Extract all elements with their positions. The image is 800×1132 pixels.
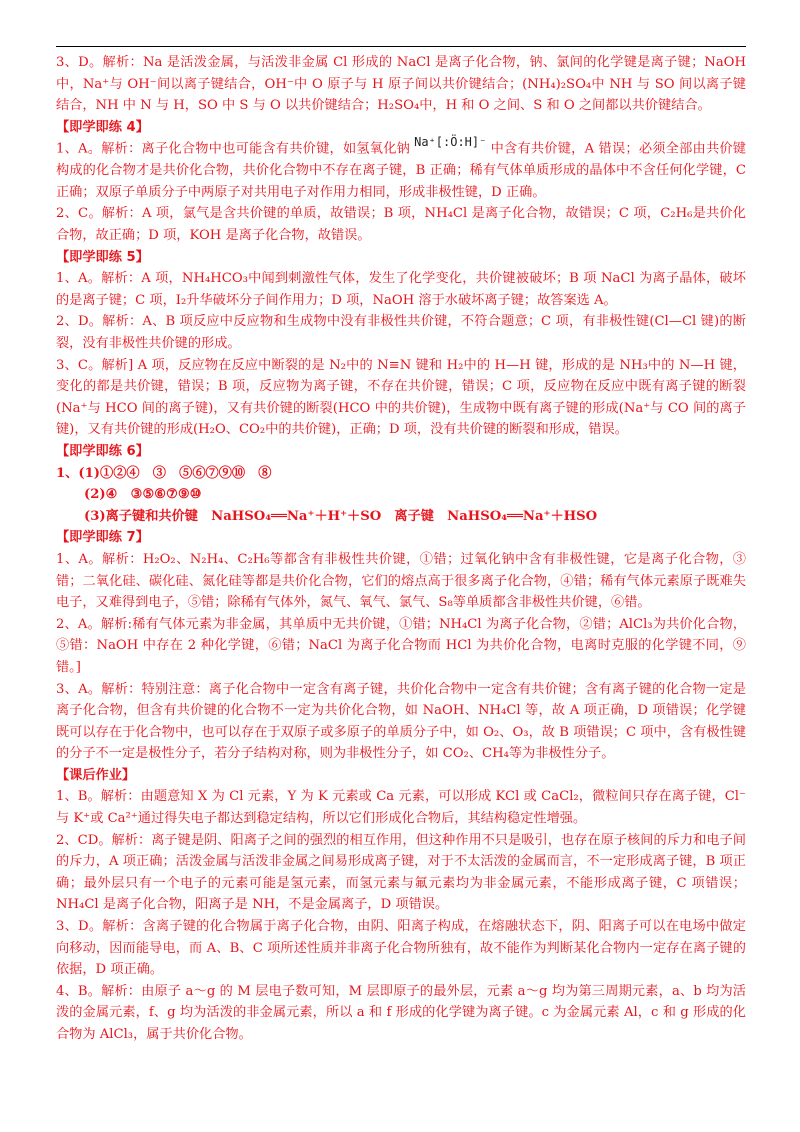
answer-paragraph: 1、B。解析：由题意知 X 为 Cl 元素，Y 为 K 元素或 Ca 元素，可以形成 KCl 或 CaCl₂，微粒间只存在离子键，Cl⁻与 K⁺或 Ca²⁺通过得失电子都达到稳定结构，所以它们形成化合物后，其结构稳定性增强。: [56, 789, 746, 827]
answer-text: 1、A。解析：离子化合物中也可能含有共价键，如氢氧化钠: [56, 141, 411, 157]
answer-paragraph: 3、D。解析：含离子键的化合物属于离子化合物，由阴、阳离子构成，在熔融状态下，阴、阳离子可以在电场中做定向移动，因而能导电，而 A、B、C 项所述性质并非离子化合物所独有，故不能作为判断某化合物内一定存在离子键的依据，D 项正确。: [56, 919, 746, 978]
section-heading: 【课后作业】: [56, 767, 136, 783]
answer-paragraph: 2、C。解析：A 项，氯气是含共价键的单质，故错误；B 项，NH₄Cl 是离子化合物，故错误；C 项，C₂H₆是共价化合物，故正确；D 项，KOH 是离子化合物，故错误。: [56, 206, 746, 244]
answer-paragraph: (2)④ ③⑤⑥⑦⑨⑩: [84, 487, 202, 503]
answer-paragraph: 4、B。解析：由原子 a～g 的 M 层电子数可知，M 层即原子的最外层，元素 a～g 均为第三周期元素，a、b 均为活泼的金属元素，f、g 均为活泼的非金属元素，所以 a 和 f 形成的化学键为离子键。c 为金属元素 Al，c 和 g 形成的化合物为 AlCl₃，属于共价化合物。: [56, 983, 746, 1043]
section-heading: 【即学即练 4】: [56, 119, 149, 135]
answer-content: [56, 52, 746, 1046]
section-heading: 【即学即练 7】: [56, 530, 149, 546]
answer-paragraph: (3)离子键和共价键 NaHSO₄══Na⁺＋H⁺＋SO 离子键 NaHSO₄══Na⁺＋HSO: [84, 508, 598, 524]
answer-text: 中含有共价键，A 错误；必须全部由共价键构成的化合物才是共价化合物，共价化合物中不存在离子键，B 正确；稀有气体单质形成的晶体中不含任何化学键，C 正确；双原子单质分子中两原子对共用电子对作用力相同，形成非极性键，D 正确。: [56, 141, 746, 200]
answer-paragraph: 2、D。解析：A、B 项反应中反应物和生成物中没有非极性共价键，不符合题意；C 项，有非极性键(Cl—Cl 键)的断裂，没有非极性共价键的形成。: [56, 314, 746, 352]
answer-paragraph: 1、A。解析：A 项，NH₄HCO₃中闻到刺激性气体，发生了化学变化，共价键被破坏；B 项 NaCl 为离子晶体，破坏的是离子键；C 项，I₂升华破坏分子间作用力；D 项，NaOH 溶于水破坏离子键；故答案选 A。: [56, 271, 746, 308]
answer-paragraph: 1、A。解析：H₂O₂、N₂H₄、C₂H₆等都含有非极性共价键，①错；过氧化钠中含有非极性键，它是离子化合物，③错；二氧化硅、碳化硅、氮化硅等都是共价化合物，它们的熔点高于很多离子化合物，④错；稀有气体元素原子既难失电子，又难得到电子，⑤错；除稀有气体外，氮气、氧气、氯气、S₈等单质都含非极性共价键，⑥错。: [56, 551, 746, 611]
section-heading: 【即学即练 6】: [56, 443, 149, 459]
answer-paragraph: 3、D。解析：Na 是活泼金属，与活泼非金属 Cl 形成的 NaCl 是离子化合物，钠、氯间的化学键是离子键；NaOH 中，Na⁺与 OH⁻间以离子键结合，OH⁻中 O 原子与 H 原子间以共价键结合；(NH₄)₂SO₄中 NH 与 SO 间以离子键结合，NH 中 N 与 H，SO 中 S 与 O 以共价键结合；H₂SO₄中，H 和 O 之间、S 和 O 之间都以共价键结合。: [56, 55, 746, 114]
answer-paragraph: 3、C。解析] A 项，反应物在反应中断裂的是 N₂中的 N≡N 键和 H₂中的 H—H 键，形成的是 NH₃中的 N—H 键，变化的都是共价键，错误；B 项，反应物为离子键，不存在共价键，错误；C 项，反应物在反应中既有离子键的断裂(Na⁺与 HCO 间的离子键)，又有共价键的断裂(HCO 中的共价键)，生成物中既有离子键的形成(Na⁺与 CO 间的离子键)，又有共价键的形成(H₂O、CO₂中的共价键)，正确；D 项，没有共价键的断裂和形成，错误。: [56, 357, 746, 438]
answer-paragraph: 2、CD。解析：离子键是阴、阳离子之间的强烈的相互作用，但这种作用不只是吸引，也存在原子核间的斥力和电子间的斥力，A 项正确；活泼金属与活泼非金属之间易形成离子键，对于不太活泼的金属而言，不一定形成离子键，B 项正确；最外层只有一个电子的元素可能是氢元素，而氢元素与氟元素均为非金属元素，不能形成离子键，C 项错误；NH₄Cl 是离子化合物，阳离子是 NH，不是金属离子，D 项错误。: [56, 832, 746, 913]
electron-formula: Na⁺[:Ö:H]⁻: [414, 135, 487, 150]
answer-paragraph: [56, 135, 746, 203]
answer-paragraph: 2、A。解析:稀有气体元素为非金属，其单质中无共价键，①错；NH₄Cl 为离子化合物，②错；AlCl₃为共价化合物，⑤错：NaOH 中存在 2 种化学键，⑥错；NaCl 为离子化合物而 HCl 为共价化合物，电离时克服的化学键不同，⑨错。]: [56, 616, 746, 675]
answer-paragraph: 1、(1)①②④ ③ ⑤⑥⑦⑨⑩ ⑧: [56, 465, 272, 481]
answer-paragraph: 3、A。解析：特别注意：离子化合物中一定含有离子键，共价化合物中一定含有共价键；含有离子键的化合物一定是离子化合物，但含有共价键的化合物不一定为共价化合物，如 NaOH、NH₄Cl 等，故 A 项正确，D 项错误；化学键既可以存在于化合物中，也可以存在于双原子或多原子的单质分子中，如 O₂、O₃，故 B 项错误；C 项中，含有极性键的分子不一定是极性分子，若分子结构对称，则为非极性分子，如 CO₂、CH₄等为非极性分子。: [56, 681, 746, 762]
answer-page: [56, 46, 746, 1046]
header-rule: [56, 46, 746, 47]
section-heading: 【即学即练 5】: [56, 249, 149, 265]
